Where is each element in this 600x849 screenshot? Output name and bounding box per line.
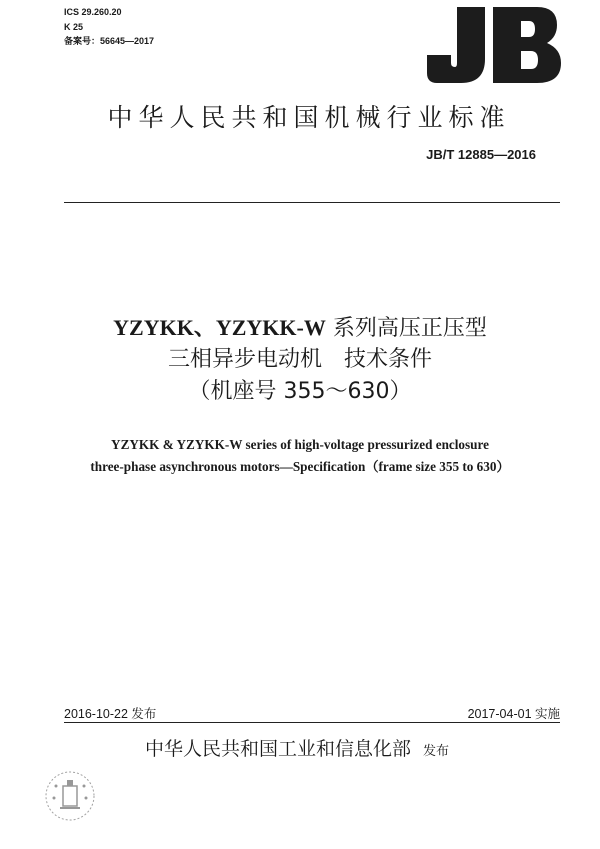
- title-en-line1: YZYKK & YZYKK-W series of high-voltage pressurized enclosure: [111, 437, 489, 452]
- emblem-icon: [42, 768, 98, 824]
- ics-code: ICS 29.260.20: [64, 7, 122, 17]
- category-code: K 25: [64, 22, 84, 32]
- footer-divider: [64, 722, 560, 723]
- issuer: [145, 734, 449, 761]
- header-divider: [64, 202, 560, 203]
- standard-number: JB/T 12885—2016: [426, 147, 536, 162]
- title-cn-line3: （机座号 355～630）: [188, 379, 412, 404]
- title-en-line2: three-phase asynchronous motors—Specification（frame size 355 to 630）: [90, 459, 510, 474]
- title-cn-series-text: 系列高压正压型: [325, 316, 487, 341]
- industry-standard-title: 中华人民共和国机械行业标准: [107, 103, 511, 132]
- issuer-name: 中华人民共和国工业和信息化部: [145, 738, 412, 760]
- jb-logo: [423, 3, 563, 87]
- filing-number: 备案号：56645—2017: [64, 36, 155, 46]
- title-cn-line1: [0, 313, 600, 344]
- implement-date: 2017-04-01 实施: [467, 707, 560, 721]
- title-cn-model-names: YZYKK、YZYKK-W: [113, 315, 326, 340]
- issuer-suffix: 发布: [423, 744, 450, 759]
- title-cn-line2: 三相异步电动机 技术条件: [167, 347, 432, 372]
- publish-date: 2016-10-22 发布: [64, 707, 157, 721]
